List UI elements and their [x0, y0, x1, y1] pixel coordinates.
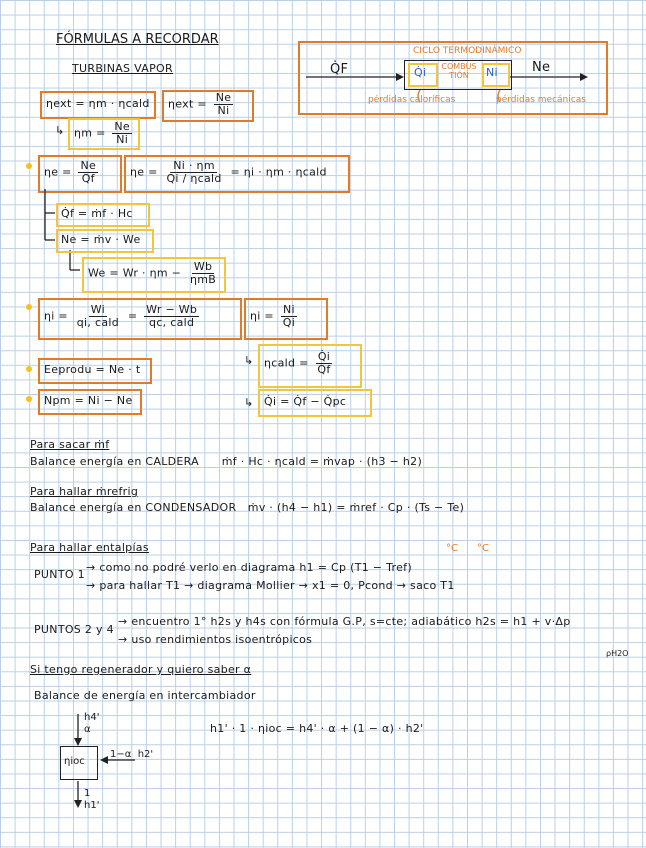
diagram-qf-label: Q̇F — [330, 62, 349, 77]
arrow-qi: ↳ — [244, 396, 254, 409]
note-p24-line2: → uso rendimientos isoentrópicos — [118, 633, 313, 646]
arrow-m: ↳ — [55, 124, 65, 137]
frac-den: Q̇f — [317, 363, 331, 376]
formula-ne: Ne = ṁv · We — [61, 233, 141, 246]
cycle-label: CICLO TERMODINÁMICO — [413, 46, 522, 56]
frac-num: Ne — [80, 159, 97, 172]
formula-npm: Npm = Ni − Ne — [44, 394, 133, 407]
frac-num: Wb — [193, 260, 213, 273]
frac-num: Ni — [282, 303, 295, 316]
note-regen-eq: h1' · 1 · ηioc = h4' · α + (1 − α) · h2' — [210, 722, 424, 735]
combustion-label: COMBUS TIÓN — [441, 62, 477, 80]
frac-den: Q̇i — [282, 316, 296, 329]
formula-e-lhs: ηe = — [44, 165, 72, 179]
formula-e2-rhs: = ηi · ηm · ηcald — [230, 165, 327, 179]
formula-ext-left: ηext = ηm · ηcald — [46, 97, 150, 110]
frac-num: Ni · ηm — [173, 159, 215, 172]
hx-alpha-label: α — [84, 724, 91, 735]
formula-i2-lhs: ηi = — [250, 309, 274, 323]
formula-m-lhs: ηm = — [74, 126, 106, 140]
formula-e2-lhs: ηe = — [130, 165, 158, 179]
diagram-qi-label: Q̇i — [414, 66, 427, 79]
note-ent-heading: Para hallar entalpías — [30, 541, 149, 554]
frac-num: Wr − Wb — [146, 303, 198, 316]
note-mref-body: Balance energía en CONDENSADOR ṁv · (h4 − h1) = ṁref · Cp · (Ts − Te) — [30, 501, 465, 514]
frac-num: Ne — [215, 91, 232, 104]
note-p1-line2: → para hallar T1 → diagrama Mollier → x1 = 0, Pcond → saco T1 — [86, 579, 455, 592]
frac-den: qi, cald — [76, 316, 120, 329]
frac-den: ηmB — [190, 273, 217, 286]
formula-i-lhs: ηi = — [44, 309, 68, 323]
note-p1-units: °C °C — [446, 543, 490, 554]
hx-bottom-2: h1' — [84, 800, 100, 811]
diagram-ni-label: Ni — [486, 66, 498, 79]
arrow-cald: ↳ — [244, 354, 254, 367]
formula-we-lhs: We = Wr · ηm − — [88, 266, 182, 280]
formula-qf: Q̇f = ṁf · Hc — [61, 207, 133, 220]
note-mf-heading: Para sacar ṁf — [30, 438, 110, 451]
frac-num: Wi — [90, 303, 106, 316]
note-p1-label: PUNTO 1 — [34, 568, 85, 581]
diagram-ne-label: Ne — [532, 60, 551, 75]
note-regen-heading: Si tengo regenerador y quiero saber α — [30, 663, 252, 676]
hx-side-label: 1−α h2' — [110, 749, 154, 760]
losses-heat-label: pérdidas caloríficas — [368, 95, 456, 105]
note-p24-label: PUNTOS 2 y 4 — [34, 623, 114, 636]
frac-den: Ni — [217, 104, 230, 117]
note-p24-frac: ρH2O — [606, 649, 629, 658]
note-p24-line1: → encuentro 1° h2s y h4s con fórmula G.P, s=cte; adiabático h2s = h1 + v·Δp — [118, 615, 571, 628]
hx-bottom-1: 1 — [84, 788, 91, 799]
frac-num: Ne — [114, 120, 131, 133]
note-mref-heading: Para hallar ṁrefrig — [30, 485, 139, 498]
losses-mech-label: pérdidas mecánicas — [496, 95, 586, 105]
formula-ext-right-lhs: ηext = — [168, 97, 207, 111]
formula-cald-lhs: ηcald = — [264, 356, 309, 370]
frac-den: Ni — [116, 133, 129, 146]
frac-num: Q̇i — [317, 350, 331, 363]
note-regen-body: Balance de energía en intercambiador — [34, 689, 256, 702]
frac-den: Q̇i / ηcald — [166, 172, 222, 185]
page-title: FÓRMULAS A RECORDAR — [56, 32, 219, 47]
note-mf-body: Balance energía en CALDERA ṁf · Hc · ηcald = ṁvap · (h3 − h2) — [30, 455, 423, 468]
note-p1-line1: → como no podré verlo en diagrama h1 = Cp (T1 − Tref) — [86, 561, 412, 574]
formula-qi: Q̇i = Q̇f − Q̇pc — [264, 395, 347, 408]
hx-label: ηioc — [64, 756, 85, 767]
hx-top-label: h4' — [84, 712, 100, 723]
frac-den: qc, cald — [149, 316, 195, 329]
formula-i: ηi = $\frac{Wi}{\text{qi, cald}}$ = $\frac{Wr - Wb}{\text{qc, cald}}$ — [44, 303, 198, 329]
frac-den: Q̇f — [81, 172, 95, 185]
formula-eprodu: Eeprodu = Ne · t — [44, 363, 141, 376]
section-subtitle: TURBINAS VAPOR — [72, 62, 173, 75]
